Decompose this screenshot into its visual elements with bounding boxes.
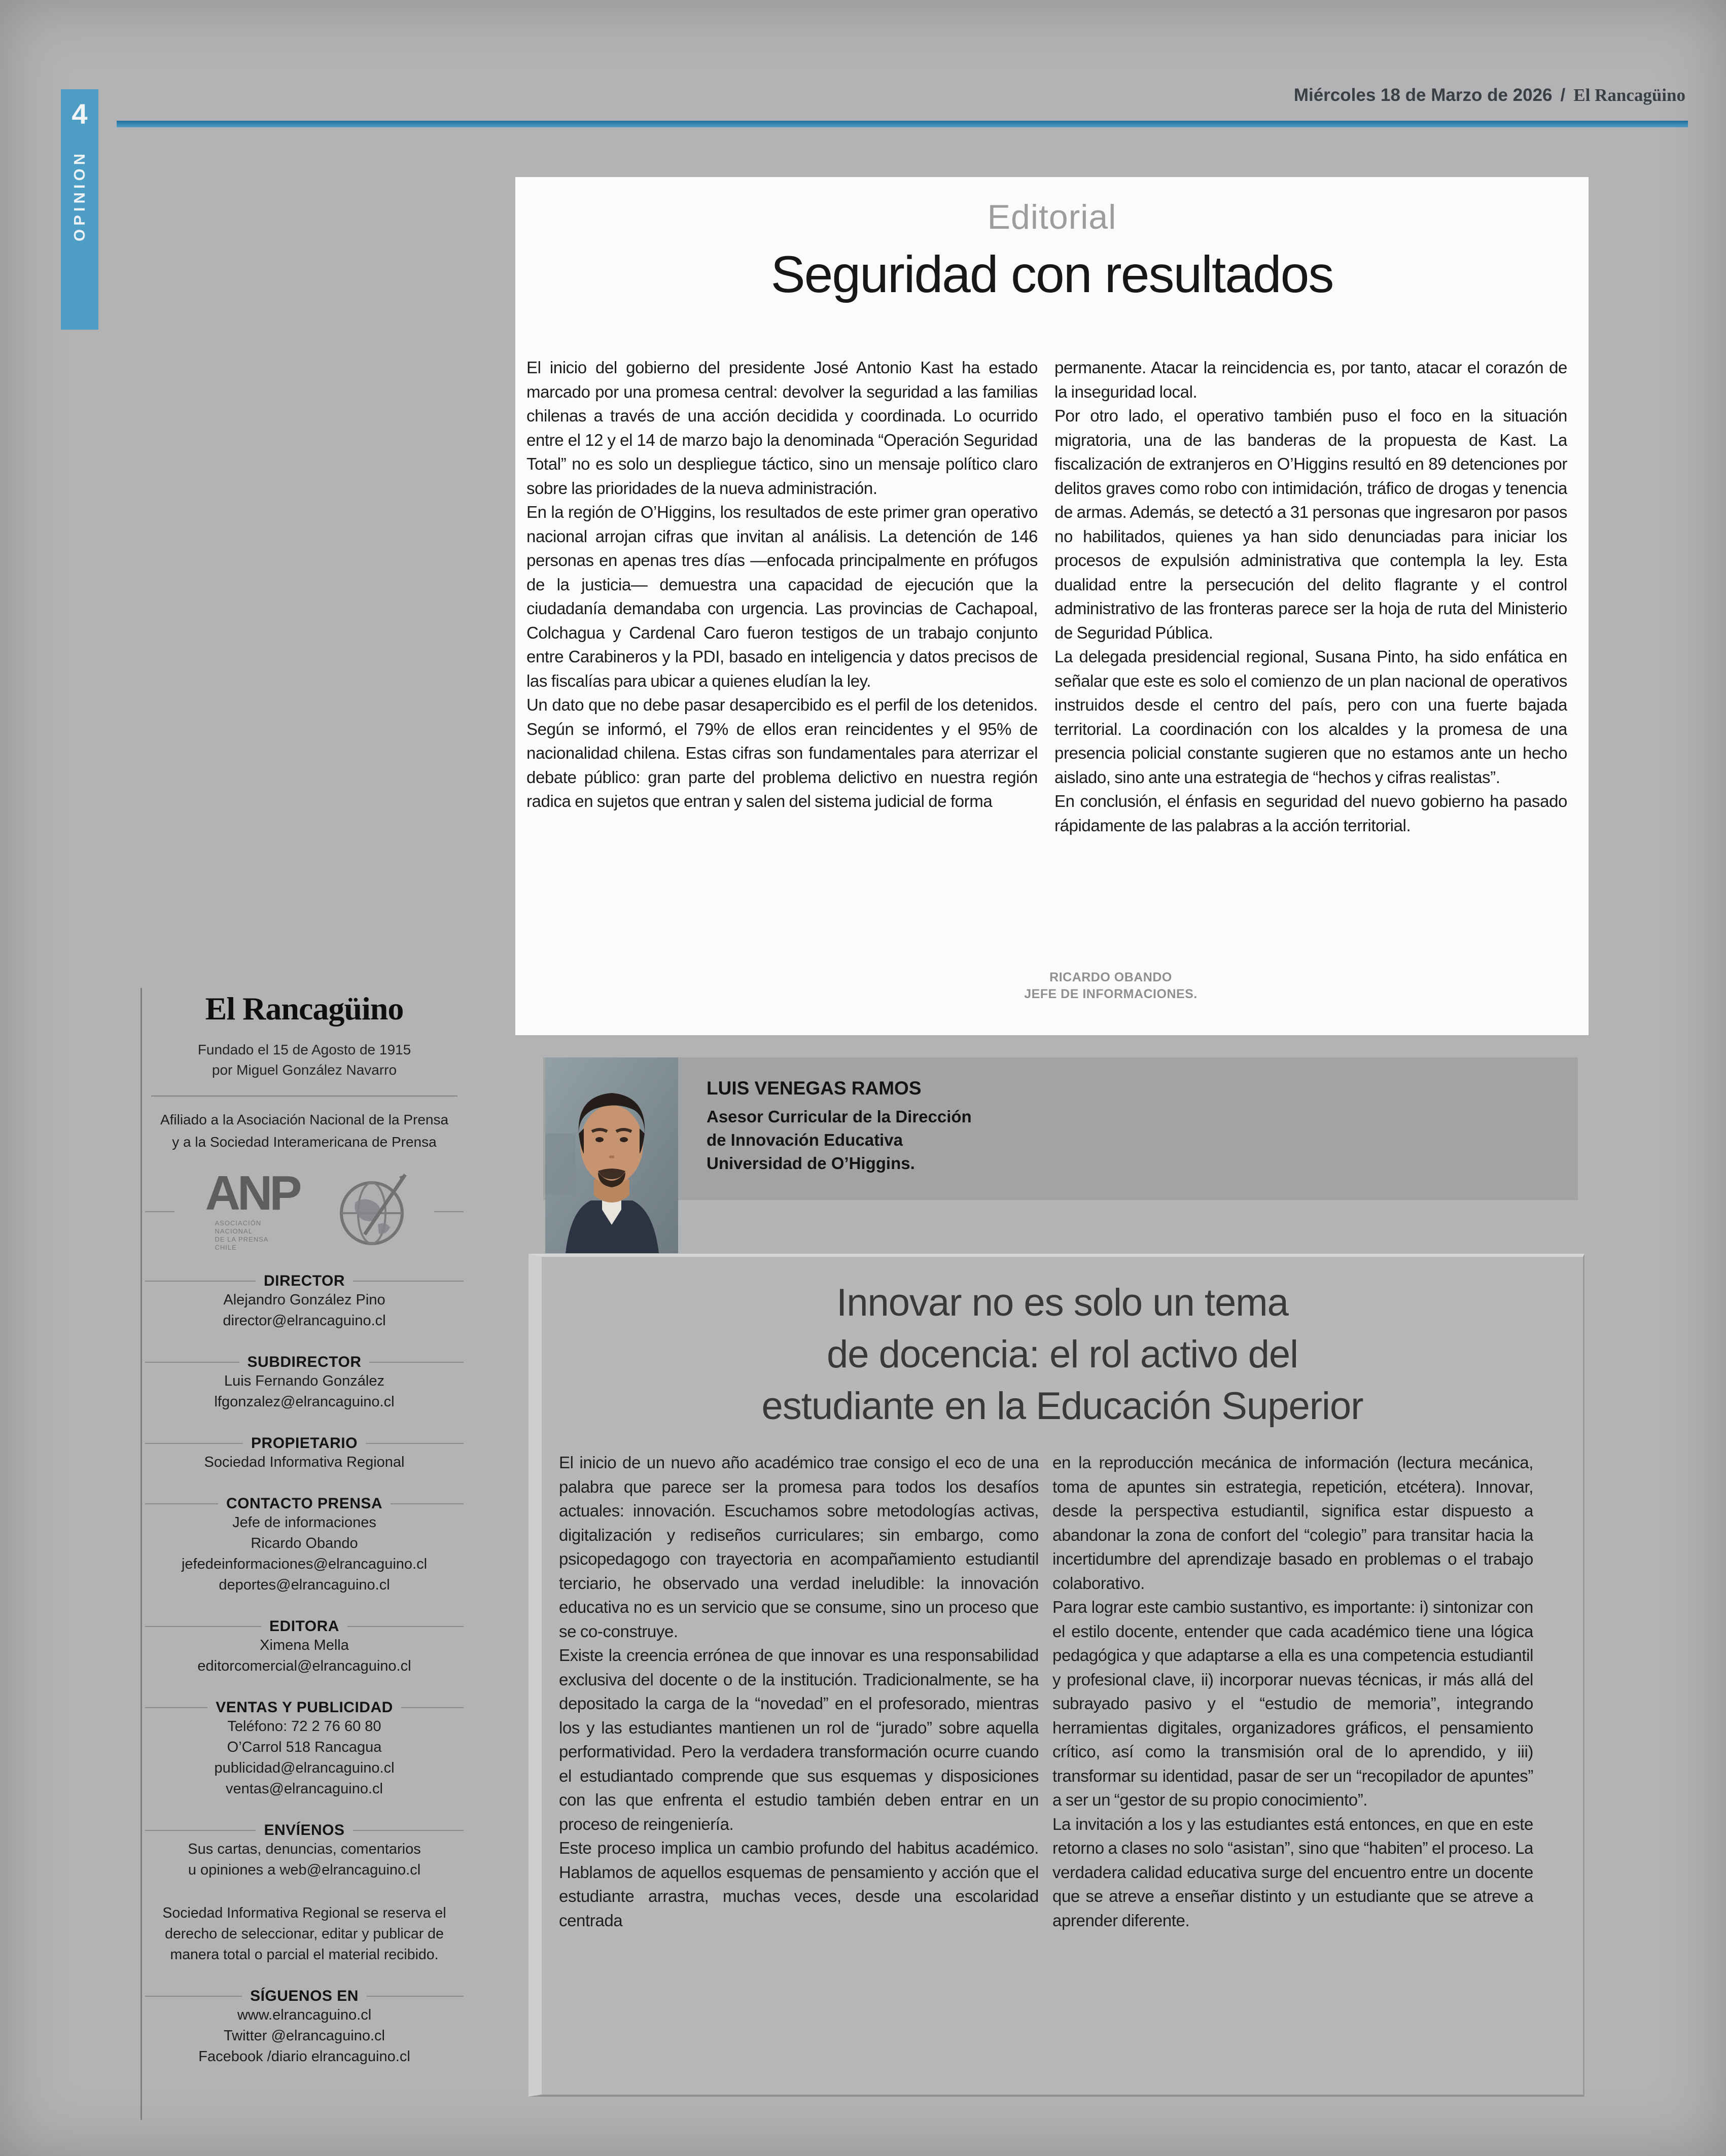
author-info bbox=[707, 1078, 972, 1175]
section-heading: DIRECTOR bbox=[263, 1273, 345, 1289]
masthead-section-editora bbox=[145, 1618, 464, 1677]
section-line: Jefe de informaciones bbox=[232, 1514, 376, 1531]
paragraph: en la reproducción mecánica de información (lectura mecánica, toma de apuntes sin estrategia, repetición, etcétera). Innovar, desde la perspectiva estudiantil, significa estar dispuesto a abandonar la zona de confort del “colegio” para transitar hacia la incertidumbre del aprendizaje basado en problemas o el trabajo colaborativo. bbox=[1052, 1453, 1533, 1593]
masthead-section-director bbox=[145, 1273, 464, 1331]
masthead-founded bbox=[145, 1040, 464, 1080]
page-header bbox=[1294, 85, 1685, 105]
author-affiliation: Universidad de O’Higgins. bbox=[707, 1154, 915, 1173]
editorial-byline bbox=[574, 969, 1647, 1003]
masthead-section-propietario bbox=[145, 1435, 464, 1473]
section-line: deportes@elrancaguino.cl bbox=[219, 1577, 390, 1593]
editorial-column-1 bbox=[526, 356, 1038, 967]
section-line: director@elrancaguino.cl bbox=[223, 1313, 386, 1329]
founded-line: Fundado el 15 de Agosto de 1915 bbox=[197, 1042, 411, 1057]
masthead-section-subdirector bbox=[145, 1354, 464, 1412]
section-line: Sus cartas, denuncias, comentarios bbox=[188, 1841, 421, 1857]
opinion-title-line: Innovar no es solo un tema bbox=[836, 1281, 1288, 1324]
masthead-section-envienos bbox=[145, 1822, 464, 1881]
section-heading: ENVÍENOS bbox=[264, 1822, 345, 1839]
section-line: O’Carrol 518 Rancagua bbox=[227, 1739, 382, 1755]
masthead-section-siguenos bbox=[145, 1988, 464, 2067]
anp-caption-line: CHILE bbox=[215, 1243, 237, 1251]
editorial-column-2 bbox=[1054, 356, 1567, 967]
section-line: Ximena Mella bbox=[260, 1637, 349, 1653]
paragraph: Para lograr este cambio sustantivo, es importante: i) sintonizar con el estilo docente, entender que cada académico tiene una lógica pedagógica y que adaptarse a ella es una competencia estudiantil y profesional clave, ii) incorporar nuevas técnicas, ir más allá del subrayado pasivo y el “estudio de memoria”, integrando herramientas digitales, organizadores gráficos, el pensamiento crítico, así como la transmisión oral de lo aprendido, y iii) transformar su identidad, pasar de ser un “recopilador de apuntes” a ser un “gestor de su propio conocimiento”. bbox=[1052, 1598, 1533, 1809]
opinion-column-2 bbox=[1052, 1451, 1533, 2079]
section-line: Alejandro González Pino bbox=[223, 1292, 385, 1308]
section-heading: SUBDIRECTOR bbox=[247, 1354, 362, 1370]
opinion-article-panel bbox=[529, 1254, 1584, 2097]
section-line: Ricardo Obando bbox=[251, 1535, 358, 1551]
founded-line: por Miguel González Navarro bbox=[212, 1062, 397, 1078]
page-number: 4 bbox=[72, 98, 88, 130]
header-rule bbox=[117, 121, 1688, 127]
follow-line: www.elrancaguino.cl bbox=[237, 2007, 372, 2023]
affiliation-logos bbox=[145, 1165, 464, 1251]
section-line: Luis Fernando González bbox=[224, 1373, 384, 1389]
paragraph: permanente. Atacar la reincidencia es, por tanto, atacar el corazón de la inseguridad local. bbox=[1054, 358, 1567, 401]
byline-name: RICARDO OBANDO bbox=[1049, 970, 1172, 984]
author-name: LUIS VENEGAS RAMOS bbox=[707, 1078, 922, 1099]
paragraph: La invitación a los y las estudiantes está entonces, en que en este retorno a clases no solo “asistan”, sino que “habiten” el proceso. La verdadera calidad educativa surge del encuentro entre un docente que se atreve a enseñar distinto y un estudiante que se atreve a aprender diferente. bbox=[1052, 1814, 1533, 1930]
paragraph: El inicio del gobierno del presidente José Antonio Kast ha estado marcado por una promesa central: devolver la seguridad a las familias chilenas a través de una acción decidida y coordinada. Lo ocurrido entre el 12 y el 14 de marzo bajo la denominada “Operación Seguridad Total” no es solo un despliegue táctico, sino un mensaje político claro sobre las prioridades de la nueva administración. bbox=[526, 358, 1038, 498]
sip-globe-icon bbox=[335, 1172, 411, 1250]
opinion-title bbox=[542, 1277, 1583, 1432]
header-date: Miércoles 18 de Marzo de 2026 bbox=[1293, 85, 1553, 105]
section-line: u opiniones a web@elrancaguino.cl bbox=[188, 1862, 421, 1878]
editorial-panel bbox=[515, 177, 1589, 1035]
section-label: OPINION bbox=[71, 150, 88, 241]
section-line: publicidad@elrancaguino.cl bbox=[214, 1760, 395, 1776]
affiliation-line: y a la Sociedad Interamericana de Prensa bbox=[172, 1134, 437, 1150]
section-line: ventas@elrancaguino.cl bbox=[226, 1781, 383, 1797]
anp-logo bbox=[198, 1165, 307, 1252]
anp-logo-caption bbox=[198, 1219, 307, 1252]
section-heading: SÍGUENOS EN bbox=[250, 1988, 359, 2004]
byline-role: JEFE DE INFORMACIONES. bbox=[1024, 987, 1197, 1001]
masthead-box bbox=[140, 988, 467, 2120]
anp-logo-text: ANP bbox=[205, 1165, 299, 1220]
anp-caption-line: ASOCIACIÓN bbox=[215, 1219, 262, 1227]
anp-caption-line: NACIONAL bbox=[215, 1227, 253, 1235]
section-heading: EDITORA bbox=[269, 1618, 339, 1635]
paragraph: Un dato que no debe pasar desapercibido es el perfil de los detenidos. Según se informó, el 79% de ellos eran reincidentes y el 95% de nacionalidad chilena. Estas cifras son fundamentales para aterrizar el debate público: gran parte del problema delictivo en nuestra región radica en sujetos que entran y salen del sistema judicial de forma bbox=[526, 695, 1038, 810]
paragraph: En conclusión, el énfasis en seguridad del nuevo gobierno ha pasado rápidamente de las palabras a la acción territorial. bbox=[1054, 792, 1567, 835]
paragraph: Por otro lado, el operativo también puso el foco en la situación migratoria, una de las banderas de la propuesta de Kast. La fiscalización de extranjeros en O’Higgins resultó en 89 detenciones por delitos graves como robo con intimidación, tráfico de drogas y tenencia de armas. Además, se detectó a 31 personas que ingresaron por pasos no habilitados, quienes ya han sido denunciadas para iniciar los procesos de expulsión administrativa que contempla la ley. Esta dualidad entre la persecución del delito flagrante y el control administrativo de las fronteras parece ser la hoja de ruta del Ministerio de Seguridad Pública. bbox=[1054, 406, 1567, 642]
portrait-illustration bbox=[545, 1057, 678, 1253]
anp-caption-line: DE LA PRENSA bbox=[215, 1235, 269, 1243]
section-heading: VENTAS Y PUBLICIDAD bbox=[216, 1699, 393, 1716]
opinion-title-line: estudiante en la Educación Superior bbox=[761, 1385, 1363, 1428]
masthead-affiliation bbox=[145, 1109, 464, 1153]
author-card bbox=[543, 1057, 1578, 1200]
author-role-line: de Innovación Educativa bbox=[707, 1130, 903, 1149]
author-role-line: Asesor Curricular de la Dirección bbox=[707, 1107, 972, 1126]
affiliation-line: Afiliado a la Asociación Nacional de la Prensa bbox=[160, 1112, 449, 1127]
section-line: Sociedad Informativa Regional bbox=[204, 1454, 405, 1470]
section-line: jefedeinformaciones@elrancaguino.cl bbox=[181, 1556, 428, 1572]
editorial-title: Seguridad con resultados bbox=[770, 245, 1333, 303]
masthead-section-ventas bbox=[145, 1699, 464, 1799]
follow-line: Facebook /diario elrancaguino.cl bbox=[198, 2048, 410, 2065]
follow-line: Twitter @elrancaguino.cl bbox=[224, 2028, 385, 2044]
paragraph: El inicio de un nuevo año académico trae consigo el eco de una palabra que parece ser la promesa para todos los desafíos actuales: innovación. Escuchamos sobre metodologías activas, digitalización y rediseños curriculares; sin embargo, como psicopedagogo con trayectoria en acompañamiento estudiantil terciario, he observado una verdad ineludible: la innovación educativa no es un servicio que se consume, sino un proceso que se co-construye. bbox=[559, 1453, 1039, 1641]
header-brand: El Rancagüino bbox=[1573, 85, 1685, 105]
masthead-title: El Rancagüino bbox=[205, 991, 404, 1027]
section-line: editorcomercial@elrancaguino.cl bbox=[197, 1658, 411, 1674]
paragraph: Este proceso implica un cambio profundo del habitus académico. Hablamos de aquellos esquemas de pensamiento y acción que el estudiante arrastra, muchas veces, desde una escolaridad centrada bbox=[559, 1839, 1039, 1930]
paragraph: La delegada presidencial regional, Susana Pinto, ha sido enfática en señalar que este es solo el comienzo de un plan nacional de operativos instruidos desde el centro del país, pero con una fuerte bajada territorial. La coordinación con los alcaldes y la promesa de una presencia policial constante sugieren que no estamos ante un hecho aislado, sino ante una estrategia de “hechos y cifras realistas”. bbox=[1054, 647, 1567, 787]
section-heading: PROPIETARIO bbox=[251, 1435, 358, 1452]
paragraph: En la región de O’Higgins, los resultados de este primer gran operativo nacional arrojan cifras que invitan al análisis. La detención de 146 personas en apenas tres días —enfocada principalmente en prófugos de la justicia— demuestra una capacidad de ejecución que la ciudadanía demandaba con urgencia. Las provincias de Cachapoal, Colchagua y Cardenal Caro fueron testigos de un trabajo conjunto entre Carabineros y la PDI, basado en inteligencia y datos precisos de las fiscalías para ubicar a quienes eludían la ley. bbox=[526, 503, 1038, 690]
opinion-column-1 bbox=[559, 1451, 1039, 2079]
opinion-title-line: de docencia: el rol activo del bbox=[826, 1333, 1298, 1376]
author-photo bbox=[545, 1057, 678, 1253]
section-line: lfgonzalez@elrancaguino.cl bbox=[214, 1394, 395, 1410]
header-separator: / bbox=[1560, 85, 1566, 105]
paragraph: Existe la creencia errónea de que innovar es una responsabilidad exclusiva del docente o de la institución. Tradicionalmente, se ha depositado la carga de la “novedad” en el profesorado, mientras los y las estudiantes mantienen un rol de “jurado” sobre aquella performatividad. Pero la verdadera transformación ocurre cuando el estudiantado comprende que sus esquemas y disposiciones con las que enfrenta el estudio también deben entrar en un proceso de reingeniería. bbox=[559, 1646, 1039, 1833]
masthead-section-contacto-prensa bbox=[145, 1495, 464, 1596]
masthead-divider bbox=[151, 1095, 457, 1097]
masthead-disclaimer: Sociedad Informativa Regional se reserva el derecho de seleccionar, editar y publicar de manera total o parcial el material recibido. bbox=[162, 1905, 446, 1963]
editorial-kicker: Editorial bbox=[987, 198, 1117, 236]
section-tab bbox=[61, 89, 98, 330]
section-line: Teléfono: 72 2 76 60 80 bbox=[227, 1718, 381, 1735]
section-heading: CONTACTO PRENSA bbox=[226, 1495, 383, 1512]
